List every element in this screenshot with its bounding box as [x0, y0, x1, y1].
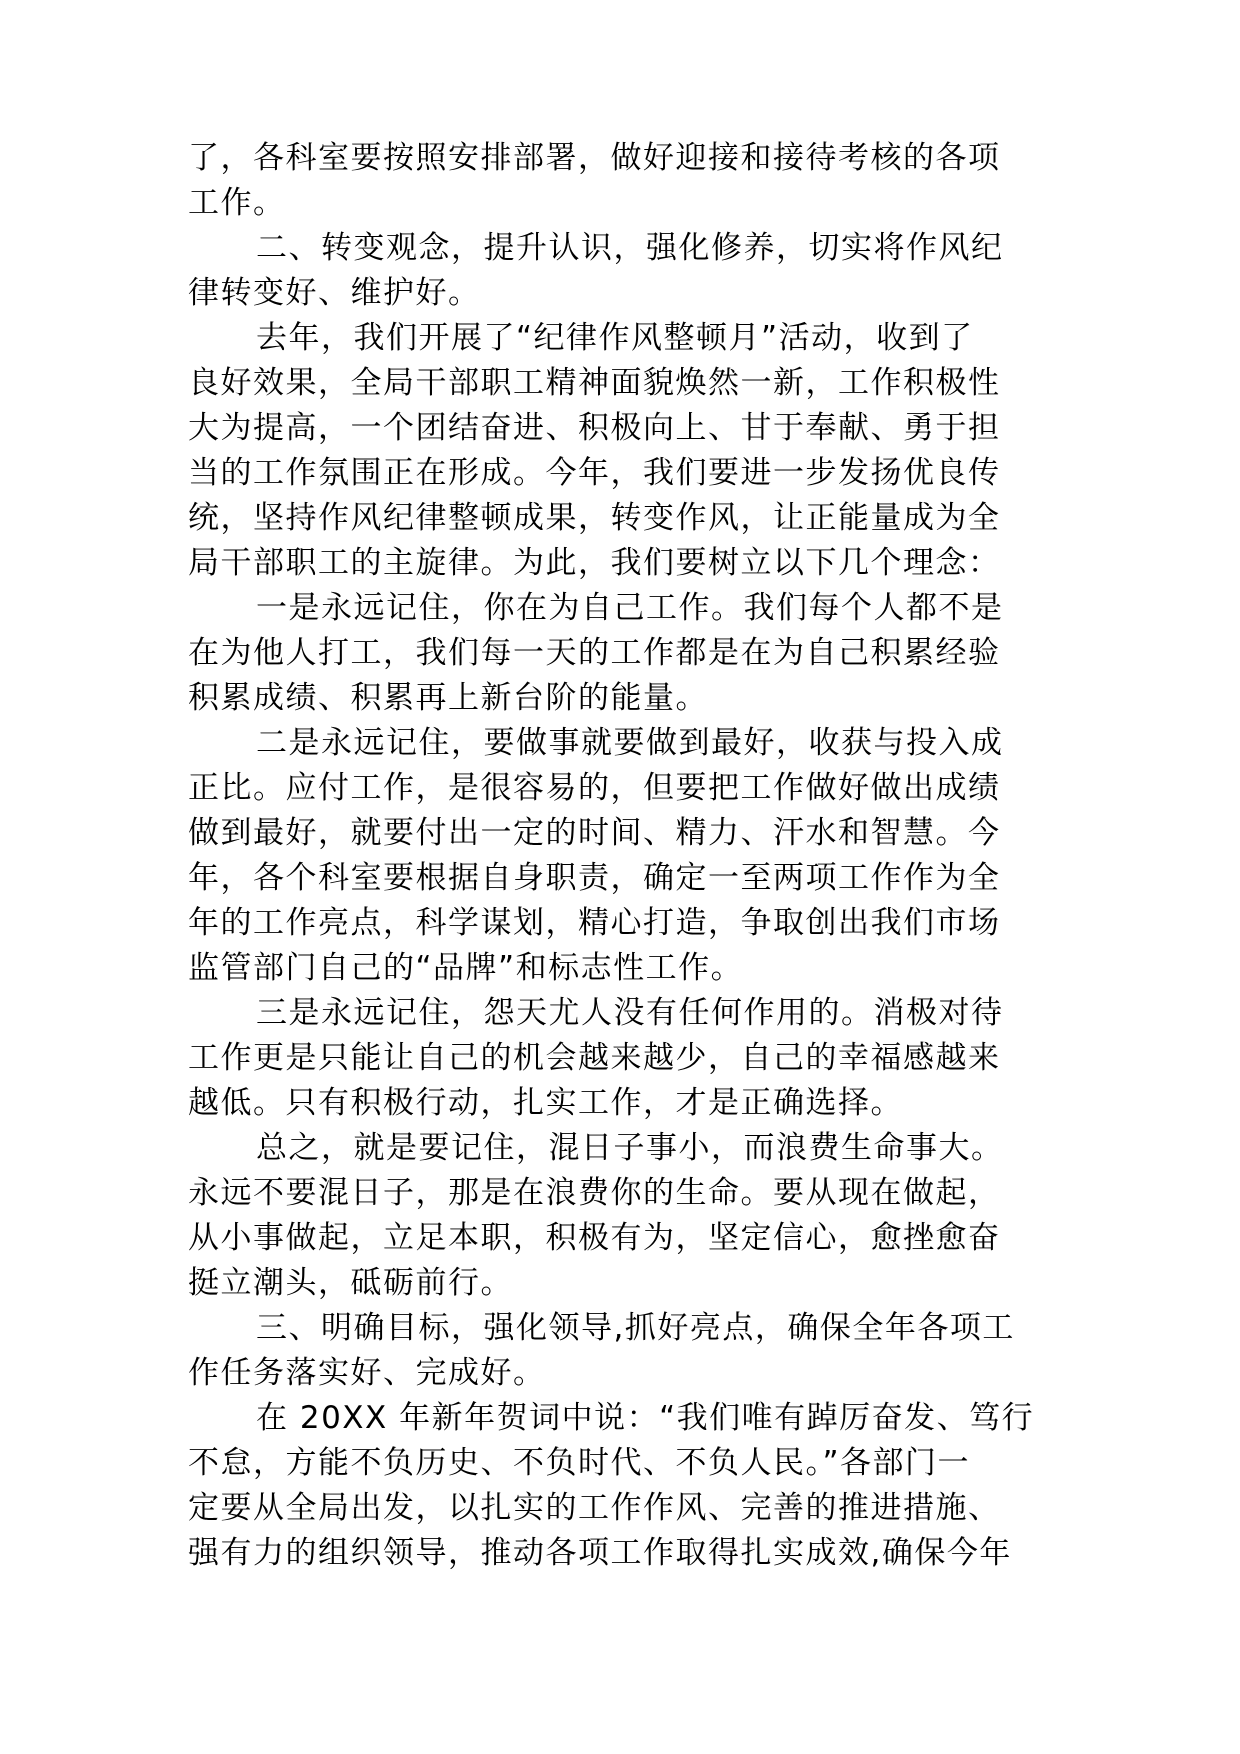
paragraph-start: 总之，就是要记住，混日子事小，而浪费生命事大。: [256, 1130, 1004, 1166]
section-heading-2: 二、转变观念，提升认识，强化修养，切实将作风纪: [256, 230, 1004, 266]
section-heading-2-cont: 律转变好、维护好。: [188, 275, 481, 311]
text-line: 从小事做起，立足本职，积极有为，坚定信心，愈挫愈奋: [188, 1220, 1001, 1256]
document-page: [188, 136, 1064, 1576]
section-heading-3-cont: 作任务落实好、完成好。: [188, 1355, 546, 1391]
text-line: 做到最好，就要付出一定的时间、精力、汗水和智慧。今: [188, 815, 1001, 851]
text-line: 永远不要混日子，那是在浪费你的生命。要从现在做起，: [188, 1175, 1001, 1211]
text-line: 强有力的组织领导，推动各项工作取得扎实成效,确保今年: [188, 1535, 1012, 1571]
paragraph-start: 二是永远记住，要做事就要做到最好，收获与投入成: [256, 725, 1004, 761]
text-line: 年的工作亮点，科学谋划，精心打造，争取创出我们市场: [188, 905, 1001, 941]
text-line: 大为提高，一个团结奋进、积极向上、甘于奉献、勇于担: [188, 410, 1001, 446]
text-line: 工作更是只能让自己的机会越来越少，自己的幸福感越来: [188, 1040, 1001, 1076]
text-line: 局干部职工的主旋律。为此，我们要树立以下几个理念：: [188, 545, 1001, 581]
section-heading-3: 三、明确目标，强化领导,抓好亮点，确保全年各项工: [256, 1310, 1015, 1346]
text-line: 工作。: [188, 185, 286, 221]
text-line: 越低。只有积极行动，扎实工作，才是正确选择。: [188, 1085, 903, 1121]
text-line: 定要从全局出发，以扎实的工作作风、完善的推进措施、: [188, 1490, 1001, 1526]
paragraph-start: 去年，我们开展了“纪律作风整顿月”活动，收到了: [256, 320, 974, 356]
paragraph-start: 一是永远记住，你在为自己工作。我们每个人都不是: [256, 590, 1004, 626]
text-line: 在为他人打工，我们每一天的工作都是在为自己积累经验: [188, 635, 1001, 671]
text-line: 当的工作氛围正在形成。今年，我们要进一步发扬优良传: [188, 455, 1001, 491]
text-line: 良好效果，全局干部职工精神面貌焕然一新，工作积极性: [188, 365, 1001, 401]
text-line: 统，坚持作风纪律整顿成果，转变作风，让正能量成为全: [188, 500, 1001, 536]
paragraph-start: 三是永远记住，怨天尤人没有任何作用的。消极对待: [256, 995, 1004, 1031]
text-line: 正比。应付工作，是很容易的，但要把工作做好做出成绩: [188, 770, 1001, 806]
text-line: 不怠，方能不负历史、不负时代、不负人民。”各部门一: [188, 1445, 971, 1481]
text-line: 年，各个科室要根据自身职责，确定一至两项工作作为全: [188, 860, 1001, 896]
text-line: 挺立潮头，砥砺前行。: [188, 1265, 513, 1301]
paragraph-start: 在 20XX 年新年贺词中说：“我们唯有踔厉奋发、笃行: [256, 1400, 1035, 1436]
text-line: 了，各科室要按照安排部署，做好迎接和接待考核的各项: [188, 140, 1001, 176]
text-line: 监管部门自己的“品牌”和标志性工作。: [188, 950, 744, 986]
text-line: 积累成绩、积累再上新台阶的能量。: [188, 680, 708, 716]
